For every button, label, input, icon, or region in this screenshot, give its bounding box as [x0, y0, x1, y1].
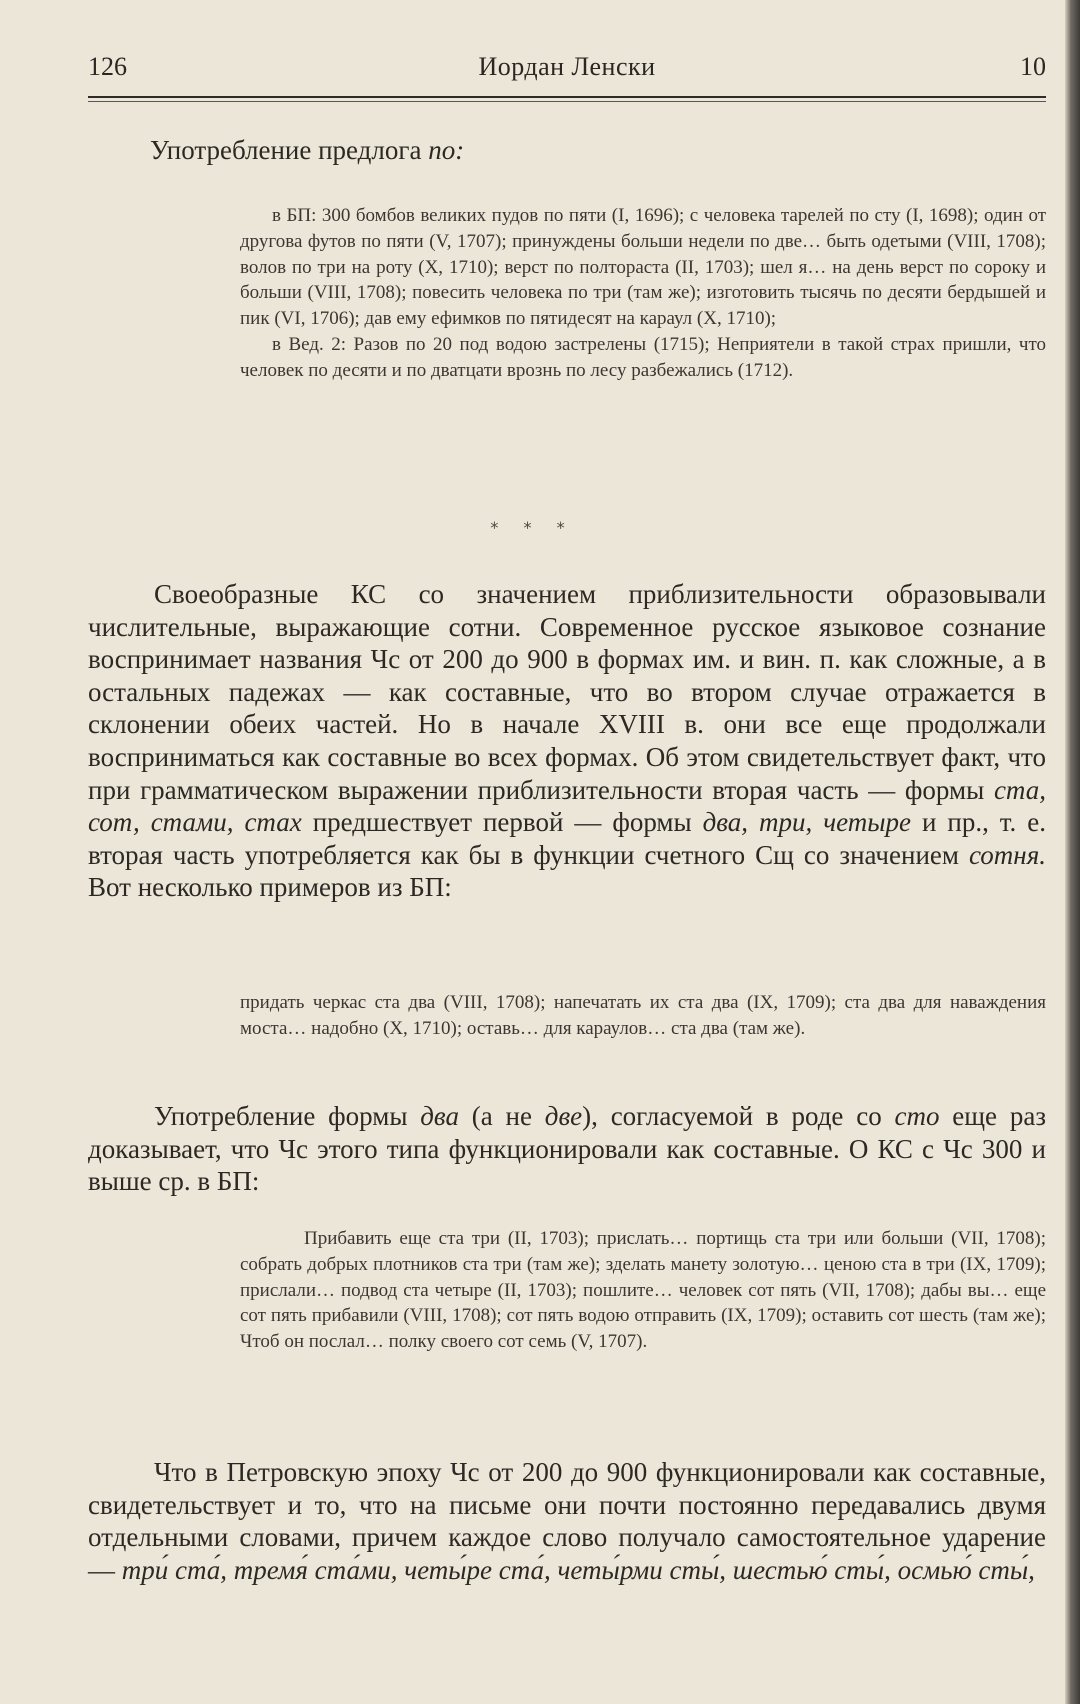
- para3-italic-1: три́ ста́, тремя́ ста́ми, четы́ре ста́, четы́рми сты́, шестью́ сты́, осмью́ сты́,: [121, 1554, 1035, 1585]
- para2-text-1: Употребление формы: [154, 1101, 421, 1131]
- para2-italic-1: два: [420, 1101, 459, 1131]
- paragraph-3: [88, 1456, 1046, 1586]
- heading-text: Употребление предлога: [150, 135, 429, 165]
- running-header: [88, 52, 1046, 92]
- para1-text-2: предшествует первой — формы: [301, 807, 703, 838]
- example-2-text: придать черкас ста два (VIII, 1708); напечатать их ста два (IX, 1709); ста два для наваждения моста… надобно (X, 1710); оставь… для караулов… ста два (там же).: [240, 992, 1046, 1039]
- example-block-3: [240, 1226, 1046, 1355]
- para1-italic-2: два, три, четыре: [702, 807, 911, 838]
- para2-text-3: ), согласуемой в роде со: [582, 1101, 895, 1131]
- example-3-text: Прибавить еще ста три (II, 1703); прислать… портищь ста три или больши (VII, 1708); собрать добрых плотников ста три (там же); зделать манету золотую… ценою ста в три (IX, 1709); прислали… подвод ста четыре (II, 1703); пошлите… человек сот пять (VII, 1708); дабы вы… еще сот пять прибавили (VIII, 1708); сот пять водою отправить (IX, 1709); оставить сот шесть (там же); Чтоб он послал… полку своего сот семь (V, 1707).: [240, 1228, 1046, 1353]
- section-separator: * * *: [490, 518, 575, 537]
- para3-text-1: Что в Петровскую эпоху Чс от 200 до 900 функционировали как составные, свидетельствует и то, что на письме они почти постоянно передавались двумя отдельными словами, причем каждое слово получало самостоятельное ударение —: [88, 1457, 1046, 1585]
- running-title: Иордан Ленски: [478, 52, 656, 81]
- header-rule: [88, 96, 1046, 98]
- paragraph-2: [88, 1100, 1046, 1198]
- para2-text-2: (а не: [458, 1101, 545, 1131]
- para1-text-3: и пр., т. е. вторая часть употребляется как бы в функции счетного Сщ со значением: [88, 807, 1046, 870]
- page-edge-shadow: [1065, 0, 1080, 1704]
- example-1-bp: в БП: 300 бомбов великих пудов по пяти (I, 1696); с человека тарелей по сту (I, 1698); один от другова футов по пяти (V, 1707); принуждены больши недели по две… быть одетыми (VIII, 1708); волов по три на роту (X, 1710); верст по полтораста (II, 1703); шел я… на день верст по сороку и больши (VIII, 1708); повесить человека по три (там же); изготовить тысячь по десяти бердышей и пик (VI, 1706); дав ему ефимков по пятидесят на караул (X, 1710);: [240, 205, 1046, 330]
- chapter-number: 10: [1020, 52, 1046, 81]
- example-1-ved: в Вед. 2: Разов по 20 под водою застрелены (1715); Неприятели в такой страх пришли, что человек по десяти и по дватцати врознь по лесу разбежались (1712).: [240, 333, 1046, 381]
- example-block-1: [240, 203, 1046, 384]
- paragraph-1: [88, 578, 1046, 904]
- page-number: 126: [88, 52, 127, 81]
- para2-italic-2: две: [544, 1101, 583, 1131]
- example-block-2: [240, 990, 1046, 1042]
- heading-italic: по:: [428, 135, 465, 165]
- para2-italic-3: сто: [894, 1101, 940, 1131]
- para1-text-1: Своеобразные КС со значением приблизительности образовывали числительные, выражающие сотни. Современное русское языковое сознание воспринимает названия Чс от 200 до 900 в формах им. и вин. п. как сложные, а в остальных падежах — как составные, что во втором случае отражается в склонении обеих частей. Но в начале XVIII в. они все еще продолжали восприниматься как составные во всех формах. Об этом свидетельствует факт, что при грамматическом выражении приблизительности вторая часть — формы: [88, 579, 1046, 805]
- section-heading: [150, 134, 950, 167]
- para1-text-4: Вот несколько примеров из БП:: [88, 872, 452, 903]
- para1-italic-1: ста, сот, стами, стах: [88, 774, 1046, 838]
- para2-text-4: еще раз доказывает, что Чс этого типа функционировали как составные. О КС с Чс 300 и выше ср. в БП:: [88, 1101, 1046, 1197]
- para1-italic-3: сотня.: [968, 839, 1046, 870]
- header-rule-thin: [88, 101, 1046, 102]
